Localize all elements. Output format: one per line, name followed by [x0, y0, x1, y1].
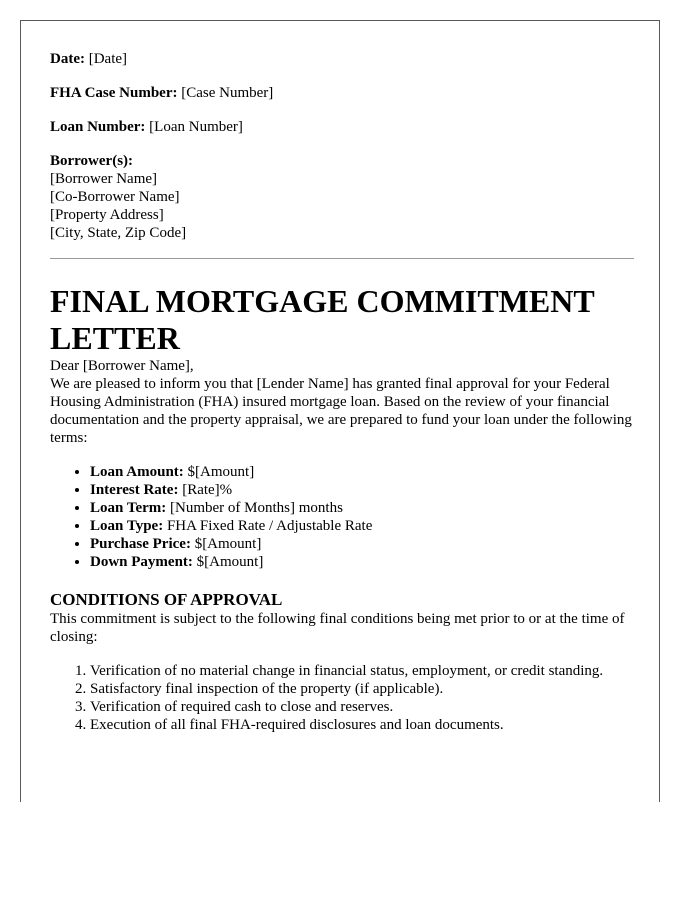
conditions-heading: CONDITIONS OF APPROVAL: [50, 590, 283, 609]
city-state-zip-line: [City, State, Zip Code]: [50, 225, 187, 241]
date-label: Date:: [50, 51, 85, 67]
date-line: [50, 50, 634, 68]
loan-number-label: Loan Number:: [50, 119, 146, 135]
intro-paragraph: We are pleased to inform you that [Lender Name] has granted final approval for your Federal Housing Administration (FHA) insured mortgage loan. Based on the review of your financial documentation and the property appraisal, we are prepared to fund your loan under the following terms:: [50, 376, 632, 446]
case-number-value: [Case Number]: [181, 85, 274, 101]
conditions-intro: This commitment is subject to the following final conditions being met prior to or at the time of closing:: [50, 611, 625, 645]
borrowers-label: Borrower(s):: [50, 153, 134, 169]
borrowers-block: [50, 152, 634, 242]
conditions-list: [50, 662, 634, 734]
loan-number-value: [Loan Number]: [149, 119, 243, 135]
term-interest-rate: • Interest Rate: [Rate]%: [90, 481, 634, 499]
case-number-label: FHA Case Number:: [50, 85, 178, 101]
divider: [50, 258, 634, 259]
condition-item: 2. Satisfactory final inspection of the property (if applicable).: [90, 680, 634, 698]
borrower-name-line: [Borrower Name]: [50, 171, 158, 187]
term-loan-amount: • Loan Amount: $[Amount]: [90, 463, 634, 481]
co-borrower-name-line: [Co-Borrower Name]: [50, 189, 180, 205]
term-loan-type: • Loan Type: FHA Fixed Rate / Adjustable Rate: [90, 517, 634, 535]
condition-item: 1. Verification of no material change in financial status, employment, or credit standing.: [90, 662, 634, 680]
case-number-line: [50, 84, 634, 102]
term-down-payment: • Down Payment: $[Amount]: [90, 553, 634, 571]
date-value: [Date]: [88, 51, 128, 67]
letter-content: [50, 50, 634, 734]
condition-item: 4. Execution of all final FHA-required disclosures and loan documents.: [90, 716, 634, 734]
letter-title: FINAL MORTGAGE COMMITMENT LETTER: [50, 283, 595, 356]
term-loan-term: • Loan Term: [Number of Months] months: [90, 499, 634, 517]
greeting: Dear [Borrower Name],: [50, 358, 194, 374]
term-purchase-price: • Purchase Price: $[Amount]: [90, 535, 634, 553]
loan-number-line: [50, 118, 634, 136]
letter-page: [20, 20, 660, 802]
property-address-line: [Property Address]: [50, 207, 164, 223]
loan-terms-list: [50, 463, 634, 571]
condition-item: 3. Verification of required cash to close and reserves.: [90, 698, 634, 716]
